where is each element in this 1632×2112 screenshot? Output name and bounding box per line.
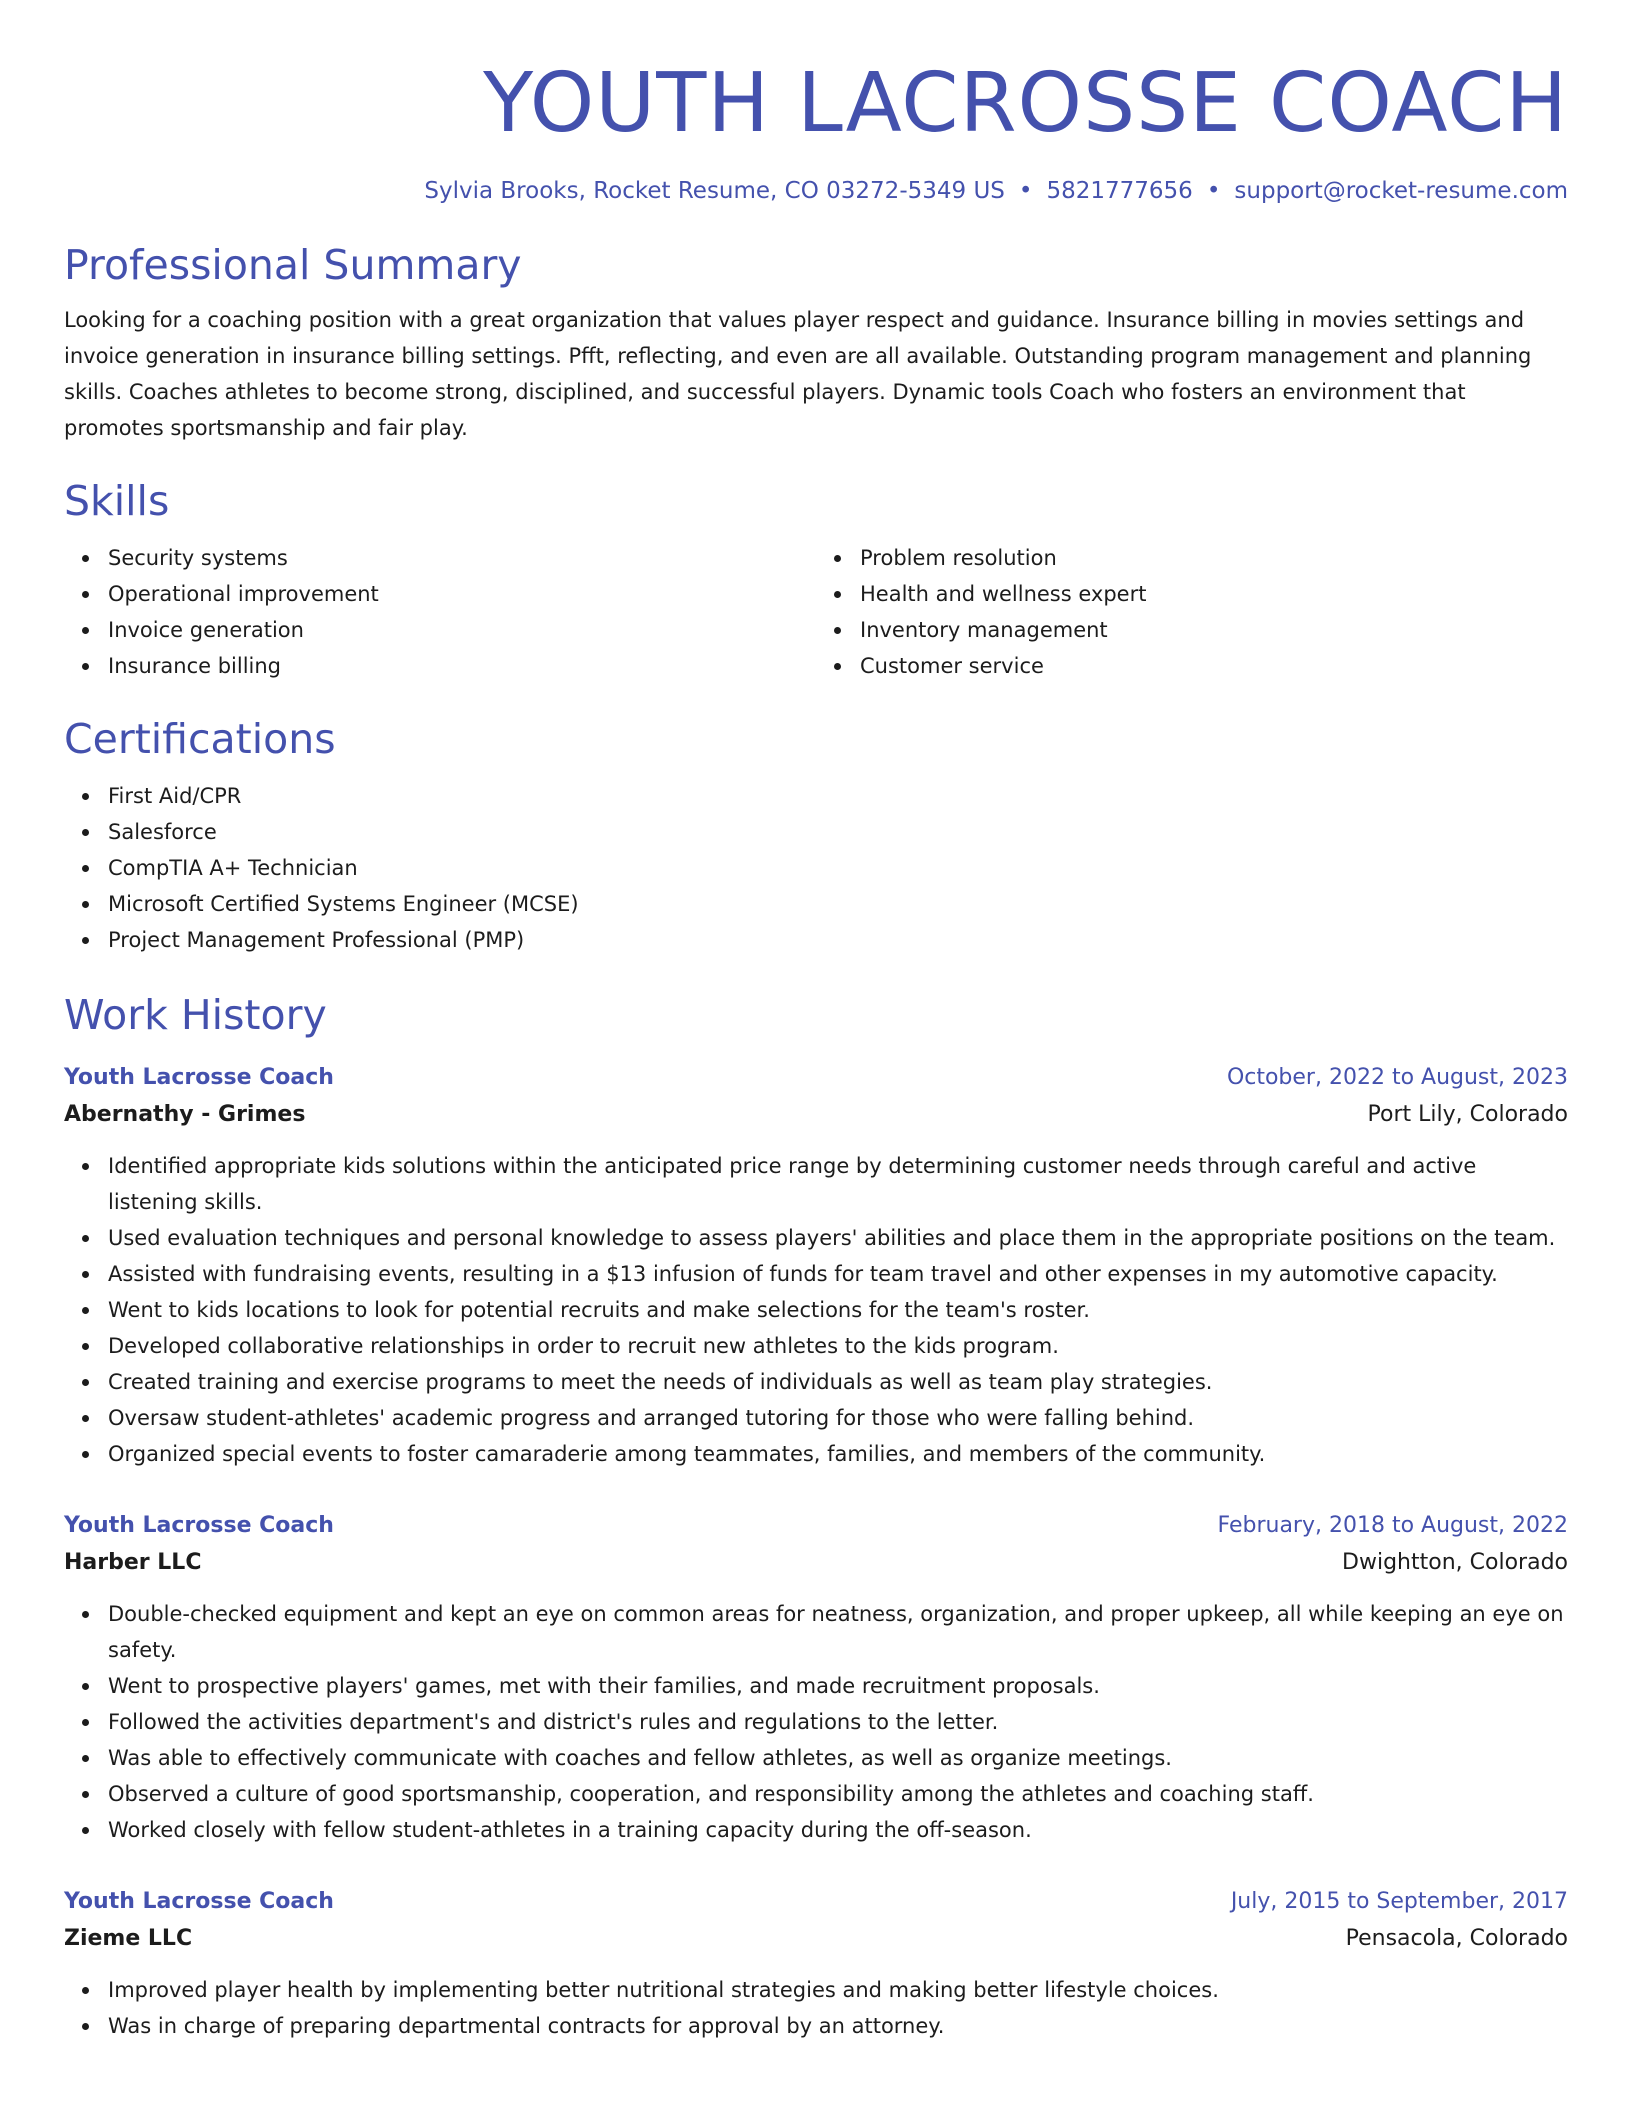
job-bullet: Identified appropriate kids solutions within the anticipated price range by determining customer needs through careful and active listening skills.	[108, 1148, 1568, 1220]
contact-line	[64, 174, 1568, 208]
contact-address: Sylvia Brooks, Rocket Resume, CO 03272-5349 US	[424, 178, 1005, 204]
certifications-list	[64, 778, 1568, 958]
contact-email[interactable]: support@rocket-resume.com	[1234, 178, 1568, 204]
skills-grid	[64, 540, 1568, 684]
certification-item: Salesforce	[108, 814, 1568, 850]
job-company: Abernathy - Grimes	[64, 1102, 306, 1127]
job-bullet: Worked closely with fellow student-athletes in a training capacity during the off-season.	[108, 1812, 1568, 1848]
job-entry	[64, 1884, 1568, 2044]
job-title: Youth Lacrosse Coach	[64, 1513, 334, 1538]
job-bullet: Improved player health by implementing better nutritional strategies and making better lifestyle choices.	[108, 1972, 1568, 2008]
job-header-row	[64, 1884, 1568, 1920]
contact-phone: 5821777656	[1046, 178, 1193, 204]
job-bullet: Double-checked equipment and kept an eye on common areas for neatness, organization, and proper upkeep, all while keeping an eye on safety.	[108, 1596, 1568, 1668]
job-entry	[64, 1060, 1568, 1472]
job-company-row	[64, 1544, 1568, 1582]
job-location: Pensacola, Colorado	[1345, 1926, 1568, 1951]
job-bullet: Went to kids locations to look for potential recruits and make selections for the team's roster.	[108, 1292, 1568, 1328]
job-dates: October, 2022 to August, 2023	[1226, 1065, 1568, 1090]
job-dates: July, 2015 to September, 2017	[1230, 1889, 1568, 1914]
job-bullets	[64, 1972, 1568, 2044]
contact-separator: •	[1206, 178, 1221, 204]
job-bullet: Assisted with fundraising events, resulting in a $13 infusion of funds for team travel and other expenses in my automotive capacity.	[108, 1256, 1568, 1292]
job-company: Harber LLC	[64, 1550, 202, 1575]
skill-item: Inventory management	[860, 612, 1568, 648]
job-title: Youth Lacrosse Coach	[64, 1889, 334, 1914]
skill-item: Insurance billing	[108, 648, 816, 684]
skill-item: Customer service	[860, 648, 1568, 684]
job-bullet: Followed the activities department's and district's rules and regulations to the letter.	[108, 1704, 1568, 1740]
job-dates: February, 2018 to August, 2022	[1217, 1513, 1568, 1538]
job-bullet: Organized special events to foster camaraderie among teammates, families, and members of the community.	[108, 1436, 1568, 1472]
job-bullet: Created training and exercise programs to meet the needs of individuals as well as team play strategies.	[108, 1364, 1568, 1400]
job-bullet: Went to prospective players' games, met with their families, and made recruitment proposals.	[108, 1668, 1568, 1704]
job-bullet: Was in charge of preparing departmental contracts for approval by an attorney.	[108, 2008, 1568, 2044]
resume-page	[64, 0, 1568, 2044]
skills-list-left	[64, 540, 816, 684]
job-bullet: Was able to effectively communicate with coaches and fellow athletes, as well as organize meetings.	[108, 1740, 1568, 1776]
job-company-row	[64, 1096, 1568, 1134]
job-bullet: Developed collaborative relationships in order to recruit new athletes to the kids program.	[108, 1328, 1568, 1364]
job-title: Youth Lacrosse Coach	[64, 1065, 334, 1090]
skill-item: Security systems	[108, 540, 816, 576]
job-bullets	[64, 1596, 1568, 1848]
skill-item: Health and wellness expert	[860, 576, 1568, 612]
certification-item: CompTIA A+ Technician	[108, 850, 1568, 886]
job-bullet: Used evaluation techniques and personal knowledge to assess players' abilities and place them in the appropriate positions on the team.	[108, 1220, 1568, 1256]
skill-item: Problem resolution	[860, 540, 1568, 576]
job-header-row	[64, 1508, 1568, 1544]
skill-item: Invoice generation	[108, 612, 816, 648]
contact-separator: •	[1018, 178, 1033, 204]
job-header-row	[64, 1060, 1568, 1096]
job-bullet: Oversaw student-athletes' academic progress and arranged tutoring for those who were falling behind.	[108, 1400, 1568, 1436]
certification-item: Microsoft Certified Systems Engineer (MCSE)	[108, 886, 1568, 922]
skill-item: Operational improvement	[108, 576, 816, 612]
job-bullets	[64, 1148, 1568, 1472]
certifications-heading: Certifications	[64, 715, 336, 763]
work-history-heading: Work History	[64, 991, 327, 1039]
summary-text: Looking for a coaching position with a great organization that values player respect and guidance. Insurance billing in movies settings and invoice generation in insurance billing settings. Pfft, reflecting, and even are all available. Outstanding program management and planning skills. Coaches athletes to become strong, disciplined, and successful players. Dynamic tools Coach who fosters an environment that promotes sportsmanship and fair play.	[64, 308, 1532, 440]
skills-heading: Skills	[64, 477, 170, 525]
job-location: Dwightton, Colorado	[1342, 1550, 1568, 1575]
job-bullet: Observed a culture of good sportsmanship, cooperation, and responsibility among the athletes and coaching staff.	[108, 1776, 1568, 1812]
summary-heading: Professional Summary	[64, 241, 522, 289]
certification-item: First Aid/CPR	[108, 778, 1568, 814]
skills-list-right	[816, 540, 1568, 684]
job-company-row	[64, 1920, 1568, 1958]
job-entry	[64, 1508, 1568, 1848]
job-location: Port Lily, Colorado	[1367, 1102, 1568, 1127]
resume-title: YOUTH LACROSSE COACH	[483, 56, 1568, 151]
certification-item: Project Management Professional (PMP)	[108, 922, 1568, 958]
job-company: Zieme LLC	[64, 1926, 193, 1951]
